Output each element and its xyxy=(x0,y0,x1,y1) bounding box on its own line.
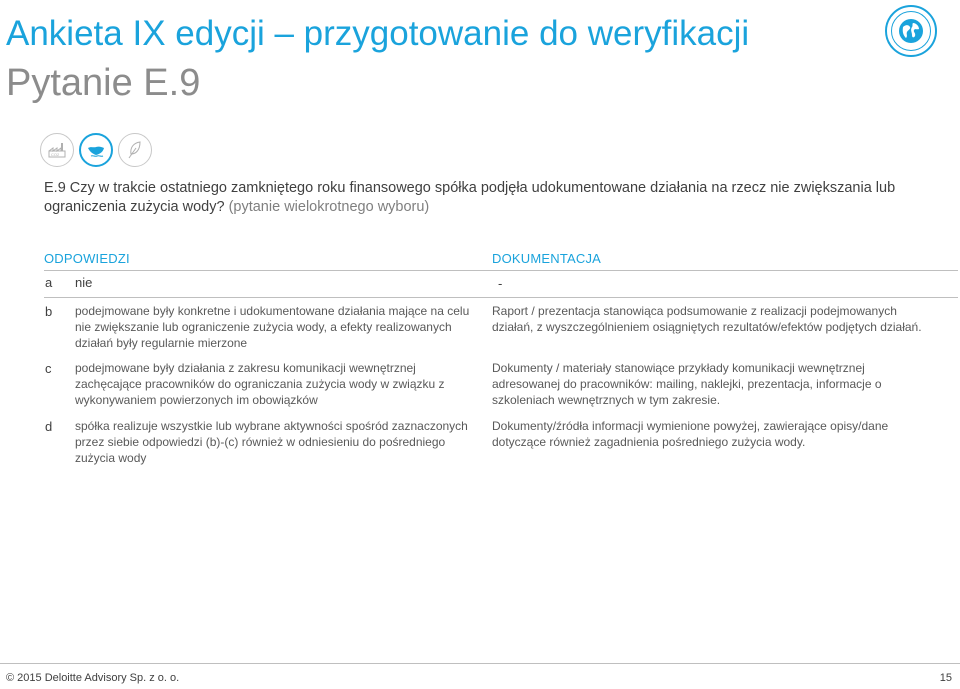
documentation-a: - xyxy=(498,276,503,291)
answer-letter-c: c xyxy=(45,361,52,376)
header-divider xyxy=(44,270,958,271)
page-title: Ankieta IX edycji – przygotowanie do weryfikacji xyxy=(6,14,750,53)
answer-letter-b: b xyxy=(45,304,53,319)
answer-letter-d: d xyxy=(45,419,53,434)
leaf-icon[interactable] xyxy=(118,133,152,167)
water-icon[interactable] xyxy=(79,133,113,167)
page-number: 15 xyxy=(939,672,952,684)
documentation-c: Dokumenty / materiały stanowiące przykłady komunikacji wewnętrznej adresowanej do pracowników: mailing, naklejki, prezentacja, informacje o szkoleniach wewnętrznych w tym zakresie. xyxy=(492,361,882,407)
answer-b: podejmowane były konkretne i udokumentowane działania mające na celu nie zwiększanie lub ograniczenie zużycia wody, a efekty realizowanych działań były regularnie mierzone xyxy=(75,304,470,350)
footer-divider xyxy=(0,663,960,664)
documentation-b: Raport / prezentacja stanowiąca podsumowanie z realizacji podejmowanych działań, z wyszczególnieniem osiągniętych rezultatów/efektów podjętych działań. xyxy=(492,304,922,334)
answer-d: spółka realizuje wszystkie lub wybrane aktywności spośród zaznaczonych przez siebie odpowiedzi (b)-(c) również w odniesieniu do pośredniego zużycia wody xyxy=(75,419,468,465)
documentation-d: Dokumenty/źródła informacji wymienione powyżej, zawierające opisy/dane dotyczące również zagadnienia pośredniego zużycia wody. xyxy=(492,419,889,449)
answer-c: podejmowane były działania z zakresu komunikacji wewnętrznej zachęcające pracowników do ograniczania zużycia wody w związku z wykonywaniem powierzonych im obowiązków xyxy=(75,361,445,407)
question-body: E.9 Czy w trakcie ostatniego zamkniętego roku finansowego spółka podjęła udokumentowane działania na rzecz nie zwiększania lub ograniczenia zużycia wody? xyxy=(44,180,896,215)
row-divider xyxy=(44,297,958,298)
question-text xyxy=(44,179,924,217)
documentation-column-header: DOKUMENTACJA xyxy=(492,251,602,266)
footer-copyright: © 2015 Deloitte Advisory Sp. z o. o. xyxy=(6,672,180,684)
svg-text:CO2: CO2 xyxy=(51,152,60,157)
answers-column-header: ODPOWIEDZI xyxy=(44,251,130,266)
question-note: (pytanie wielokrotnego wyboru) xyxy=(224,199,430,215)
factory-icon[interactable] xyxy=(40,133,74,167)
answer-letter-a: a xyxy=(45,275,53,290)
answer-a: nie xyxy=(75,275,93,290)
globe-icon[interactable] xyxy=(885,5,937,57)
question-number-title: Pytanie E.9 xyxy=(6,62,201,104)
